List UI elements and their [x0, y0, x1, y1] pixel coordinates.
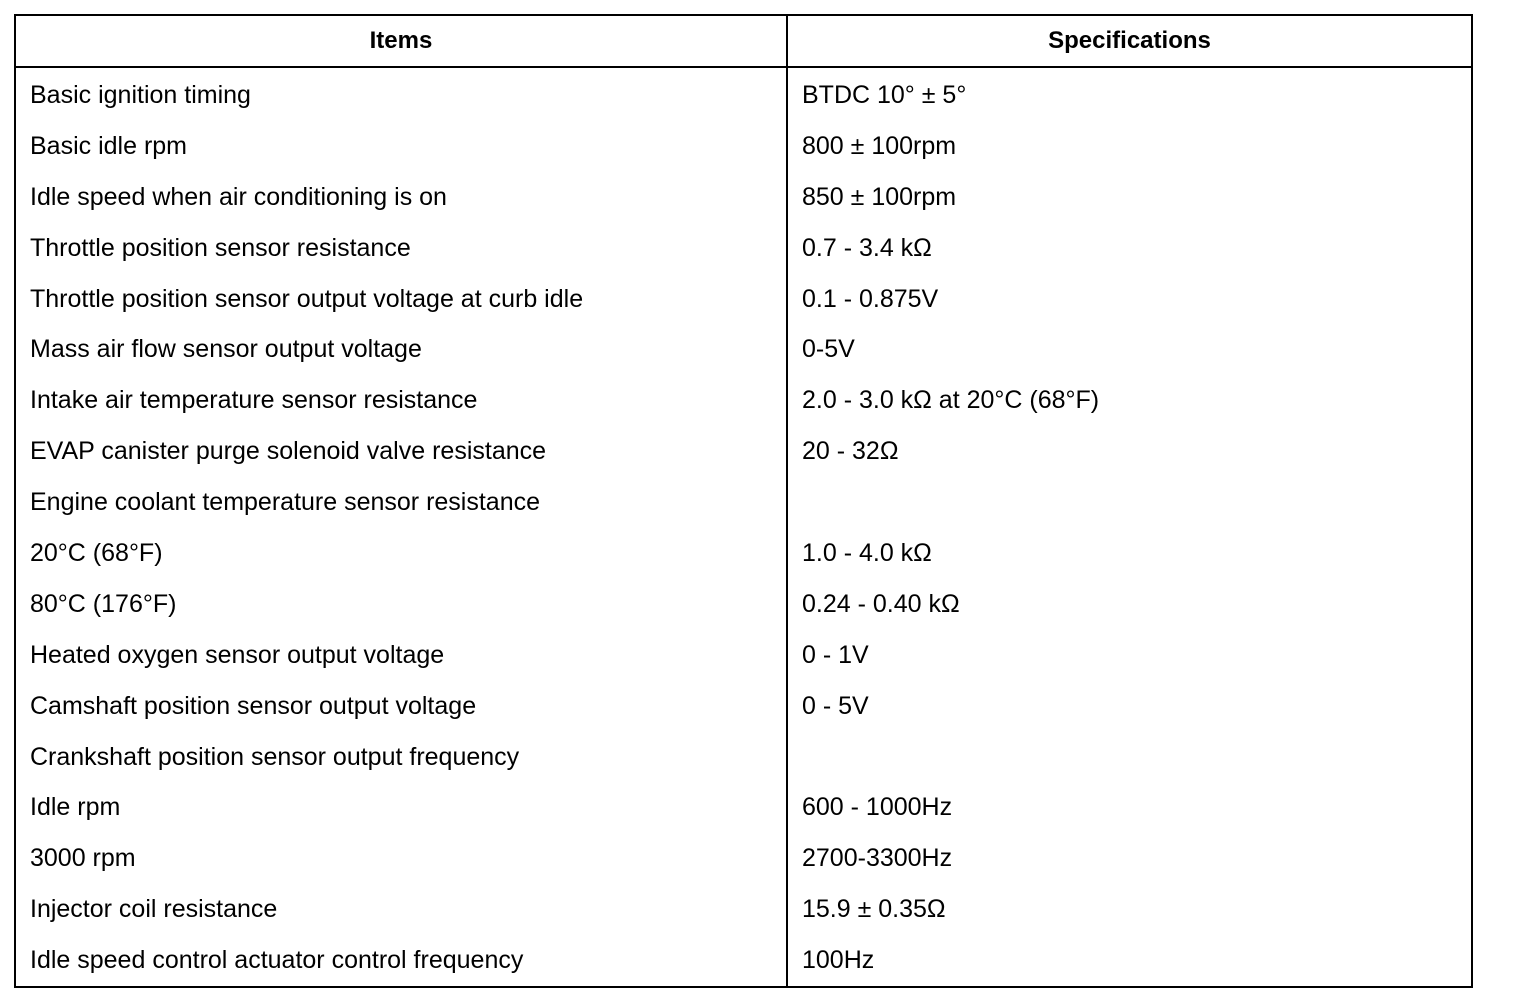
item-cell: Mass air flow sensor output voltage	[15, 324, 787, 375]
table-row	[15, 579, 1472, 630]
table-body	[15, 67, 1472, 987]
item-cell: Camshaft position sensor output voltage	[15, 681, 787, 732]
spec-cell: 600 - 1000Hz	[787, 782, 1472, 833]
table-row	[15, 426, 1472, 477]
spec-cell: BTDC 10° ± 5°	[787, 67, 1472, 121]
item-cell: Engine coolant temperature sensor resistance	[15, 477, 787, 528]
table-row	[15, 121, 1472, 172]
table-row	[15, 732, 1472, 783]
spec-cell: 2700-3300Hz	[787, 833, 1472, 884]
spec-cell: 850 ± 100rpm	[787, 172, 1472, 223]
item-cell: 80°C (176°F)	[15, 579, 787, 630]
spec-cell: 0.7 - 3.4 kΩ	[787, 223, 1472, 274]
item-cell: Idle speed control actuator control frequency	[15, 935, 787, 987]
table-row	[15, 223, 1472, 274]
spec-cell: 20 - 32Ω	[787, 426, 1472, 477]
specifications-table	[14, 14, 1473, 988]
spec-cell: 1.0 - 4.0 kΩ	[787, 528, 1472, 579]
spec-cell: 0 - 5V	[787, 681, 1472, 732]
table-row	[15, 630, 1472, 681]
item-cell: Intake air temperature sensor resistance	[15, 375, 787, 426]
item-cell: Throttle position sensor resistance	[15, 223, 787, 274]
spec-cell: 0.1 - 0.875V	[787, 274, 1472, 325]
spec-cell: 0.24 - 0.40 kΩ	[787, 579, 1472, 630]
table-row	[15, 935, 1472, 987]
table-row	[15, 884, 1472, 935]
item-cell: Basic ignition timing	[15, 67, 787, 121]
table-row	[15, 324, 1472, 375]
item-cell: 3000 rpm	[15, 833, 787, 884]
item-cell: Idle rpm	[15, 782, 787, 833]
item-cell: EVAP canister purge solenoid valve resistance	[15, 426, 787, 477]
spec-cell: 100Hz	[787, 935, 1472, 987]
item-cell: Basic idle rpm	[15, 121, 787, 172]
spec-cell: 15.9 ± 0.35Ω	[787, 884, 1472, 935]
table-row	[15, 528, 1472, 579]
spec-cell	[787, 477, 1472, 528]
spec-cell	[787, 732, 1472, 783]
table-row	[15, 477, 1472, 528]
spec-cell: 0-5V	[787, 324, 1472, 375]
header-row	[15, 15, 1472, 67]
header-specifications: Specifications	[787, 15, 1472, 67]
item-cell: Idle speed when air conditioning is on	[15, 172, 787, 223]
table-row	[15, 375, 1472, 426]
item-cell: 20°C (68°F)	[15, 528, 787, 579]
item-cell: Crankshaft position sensor output frequency	[15, 732, 787, 783]
spec-cell: 2.0 - 3.0 kΩ at 20°C (68°F)	[787, 375, 1472, 426]
table-row	[15, 274, 1472, 325]
table-row	[15, 67, 1472, 121]
table-row	[15, 833, 1472, 884]
table-row	[15, 172, 1472, 223]
item-cell: Injector coil resistance	[15, 884, 787, 935]
item-cell: Heated oxygen sensor output voltage	[15, 630, 787, 681]
spec-cell: 800 ± 100rpm	[787, 121, 1472, 172]
table-row	[15, 681, 1472, 732]
table-row	[15, 782, 1472, 833]
header-items: Items	[15, 15, 787, 67]
spec-cell: 0 - 1V	[787, 630, 1472, 681]
item-cell: Throttle position sensor output voltage at curb idle	[15, 274, 787, 325]
